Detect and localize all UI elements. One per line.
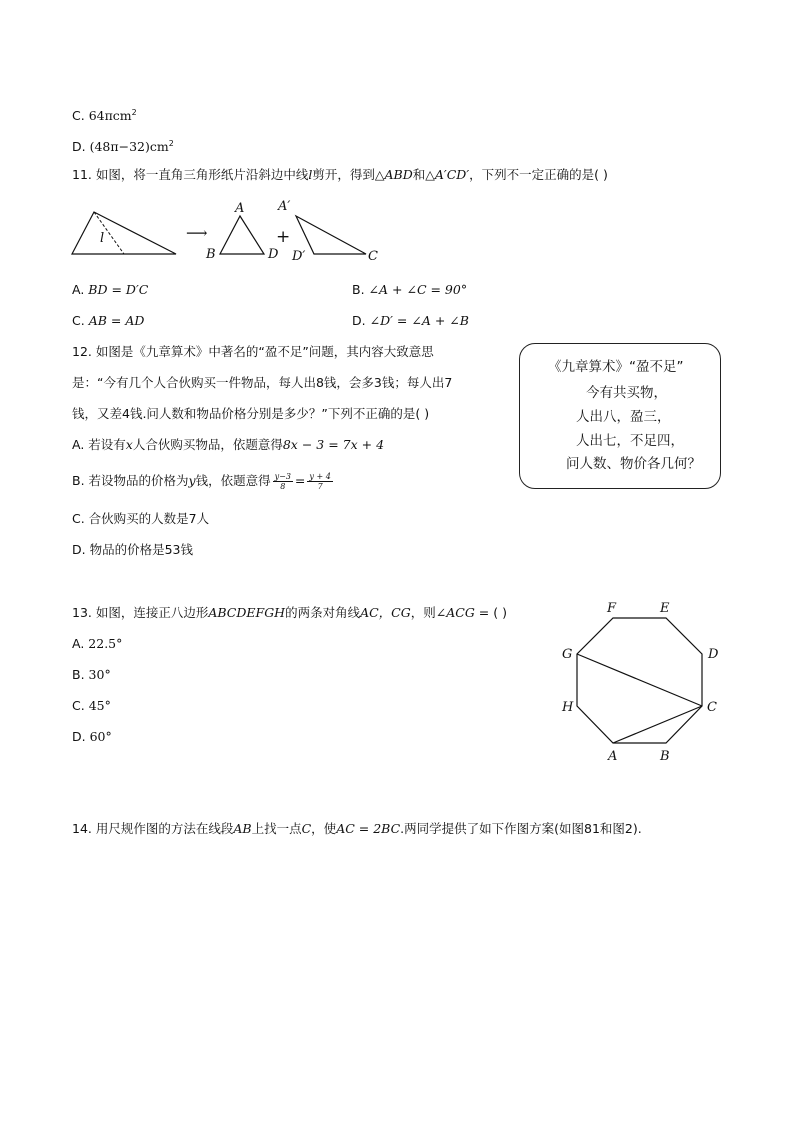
q11-arrow-icon: ⟶ bbox=[186, 224, 208, 242]
svg-text:A: A bbox=[608, 749, 618, 764]
q14-segment: AB bbox=[233, 821, 252, 836]
q10-option-c-exponent: 2 bbox=[131, 108, 137, 117]
svg-text:E: E bbox=[660, 601, 670, 616]
q11-plus-icon: + bbox=[276, 227, 291, 247]
q12-stem-line-3: 钱，又差4钱.问人数和物品价格分别是多少？”下列不正确的是( ) bbox=[72, 406, 430, 421]
q11-triangle-abd bbox=[205, 201, 279, 262]
q12-fraction-right: $\frac{y + 4}{7}$ bbox=[309, 472, 331, 491]
q12-fraction-left: $\frac{y-3}{8}$ bbox=[274, 472, 291, 491]
svg-text:D′: D′ bbox=[292, 249, 306, 264]
q12-option-b: B. 若设物品的价格为y钱，依题意得 $\frac{y-3}{8}$ = $\frac{y + 4}{7}$ bbox=[72, 472, 331, 491]
q11-triangle-acd bbox=[277, 199, 378, 264]
q13-stem: 13. 如图，连接正八边形ABCDEFGH的两条对角线AC，CG，则∠ACG = ( ) bbox=[72, 605, 507, 620]
q13-option-d: D. 60° bbox=[72, 729, 112, 744]
svg-text:D: D bbox=[708, 647, 719, 662]
q12-option-d: D. 物品的价格是53钱 bbox=[72, 542, 193, 557]
svg-text:A′: A′ bbox=[278, 199, 291, 214]
q12-poem-line: 今有共买物， bbox=[586, 385, 667, 401]
q11-triangle-2: △A′CD′ bbox=[425, 167, 470, 182]
q11-triangle-1: △ABD bbox=[374, 167, 413, 182]
q11-original-triangle bbox=[72, 212, 176, 254]
q12-stem-line-2: 是：“今有几个人合伙购买一件物品，每人出8钱，会多3钱；每人出7 bbox=[72, 375, 453, 390]
svg-text:B: B bbox=[206, 247, 216, 262]
svg-text:F: F bbox=[607, 601, 617, 616]
q14-stem: 14. 用尺规作图的方法在线段AB上找一点C，使AC = 2BC.两同学提供了如下作图方案(如图81和图2). bbox=[72, 821, 642, 836]
q13-diagonal-ac bbox=[613, 706, 702, 743]
svg-text:C: C bbox=[707, 700, 717, 715]
svg-text:G: G bbox=[562, 647, 573, 662]
q11-option-c: C. AB = AD bbox=[72, 313, 145, 328]
q13-octagon-figure bbox=[556, 598, 736, 768]
q12-poem-title: 《九章算术》“盈不足” bbox=[548, 359, 684, 375]
q12-stem-line-1: 12. 如图是《九章算术》中著名的“盈不足”问题，其内容大致意思 bbox=[72, 344, 434, 359]
q12-poem-line: 问人数、物价各几何？ bbox=[566, 456, 701, 472]
q12-option-c: C. 合伙购买的人数是7人 bbox=[72, 511, 210, 526]
q13-option-a: A. 22.5° bbox=[72, 636, 123, 651]
q12-poem-line: 人出七，不足四， bbox=[576, 433, 684, 449]
q13-option-c: C. 45° bbox=[72, 698, 111, 713]
q11-option-d: D. ∠D′ = ∠A + ∠B bbox=[352, 313, 469, 328]
q13-diagonals: AC，CG bbox=[360, 605, 411, 620]
q12-option-a: A. 若设有x人合伙购买物品，依题意得8x − 3 = 7x + 4 bbox=[72, 437, 385, 452]
q11-label-l: l bbox=[100, 231, 105, 246]
q11-stem: 11. 如图，将一直角三角形纸片沿斜边中线l剪开，得到△ABD和△A′CD′，下列不一定正确的是( ) bbox=[72, 167, 608, 182]
q10-option-c: C. 64πcm$^2$ bbox=[72, 108, 137, 124]
q12-poem-box bbox=[519, 343, 721, 489]
q14-point: C bbox=[301, 821, 312, 836]
q13-polygon-name: ABCDEFGH bbox=[208, 605, 286, 620]
q10-option-c-value: 64πcm bbox=[88, 108, 132, 124]
svg-text:A: A bbox=[235, 201, 245, 216]
q12-poem-line: 人出八，盈三， bbox=[576, 409, 671, 425]
q11-var-l: l bbox=[308, 167, 313, 182]
q14-condition: AC = 2BC bbox=[336, 821, 401, 836]
svg-text:H: H bbox=[562, 700, 574, 715]
q10-option-d: D. $(48\pi-32)cm^2$ bbox=[72, 139, 174, 155]
q11-figure bbox=[68, 198, 388, 268]
q11-option-a: A. BD = D′C bbox=[72, 282, 149, 297]
q13-angle: ∠ACG bbox=[435, 605, 475, 620]
svg-text:D: D bbox=[268, 247, 279, 262]
q11-option-b: B. ∠A + ∠C = 90° bbox=[352, 282, 468, 297]
q13-diagonal-cg bbox=[577, 654, 702, 706]
q10-option-d-value: (48π−32)cm bbox=[89, 139, 169, 155]
svg-text:B: B bbox=[660, 749, 670, 764]
svg-text:C: C bbox=[368, 249, 378, 264]
q10-option-d-exponent: 2 bbox=[168, 139, 174, 148]
q13-option-b: B. 30° bbox=[72, 667, 111, 682]
q12-option-a-equation: 8x − 3 = 7x + 4 bbox=[282, 437, 385, 452]
